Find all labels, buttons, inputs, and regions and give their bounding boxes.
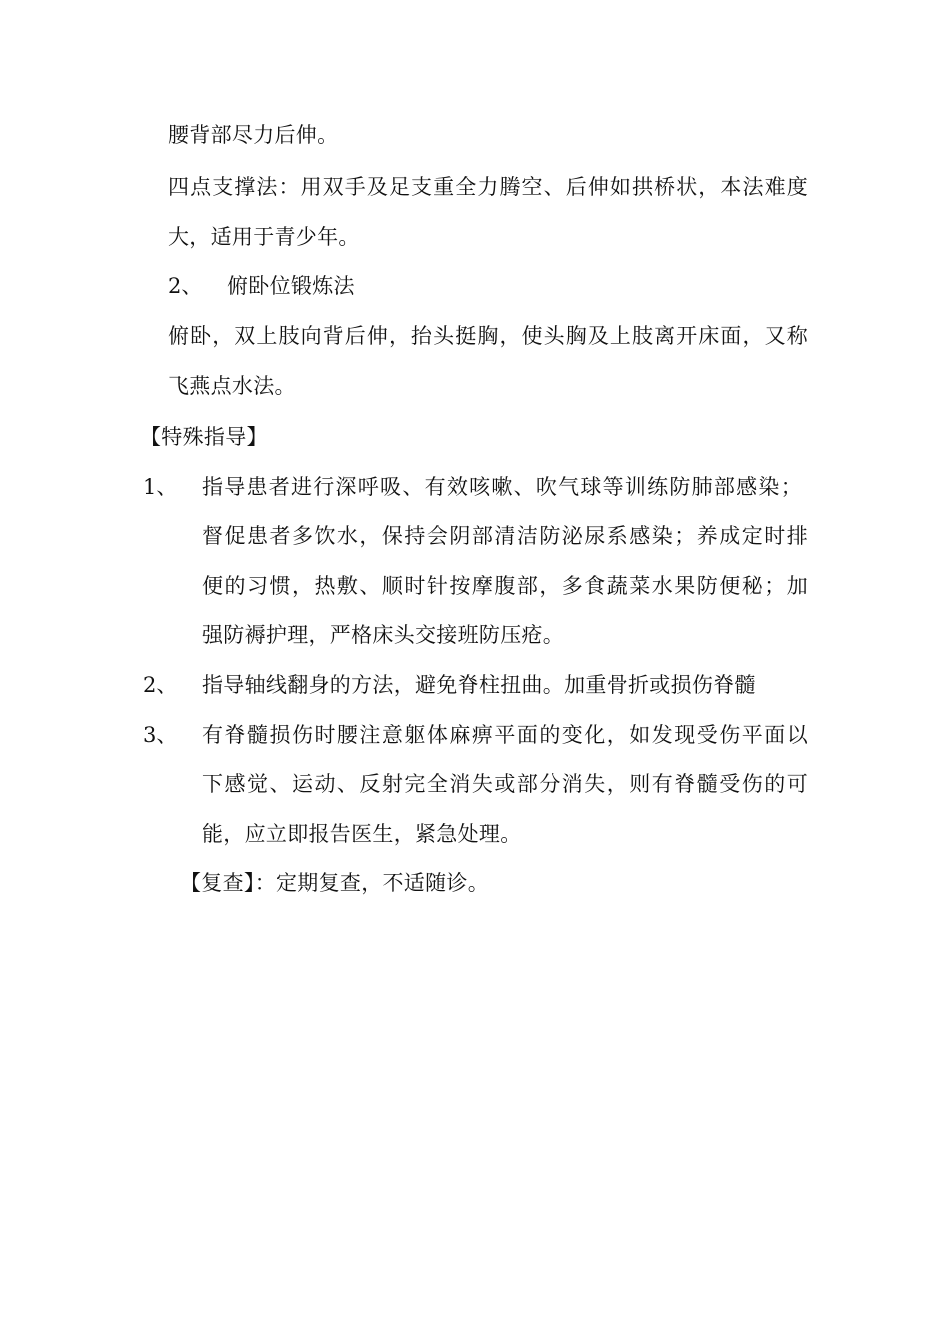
- review-heading: 【复查】: [180, 871, 255, 895]
- method2-title: 俯卧位锻炼法: [227, 274, 355, 298]
- guidance-item-1-line-4: 强防褥护理，严格床头交接班防压疮。: [202, 623, 565, 647]
- guidance-item-3-line-1: 有脊髓损伤时腰注意躯体麻痹平面的变化，如发现受伤平面以: [202, 723, 808, 747]
- special-guidance-heading: 【特殊指导】: [140, 425, 268, 449]
- review-text: ：定期复查，不适随诊。: [254, 871, 490, 895]
- guidance-item-3-number: 3、: [143, 723, 178, 747]
- guidance-item-2-line-1: 指导轴线翻身的方法，避免脊柱扭曲。加重骨折或损伤脊髓: [202, 673, 756, 697]
- intro-tail-text: 腰背部尽力后伸。: [168, 123, 339, 147]
- method2-line-1: 俯卧，双上肢向背后伸，抬头挺胸，使头胸及上肢离开床面，又称: [168, 324, 808, 348]
- review-line: [180, 868, 489, 898]
- guidance-item-3-line-3: 能，应立即报告医生，紧急处理。: [202, 822, 522, 846]
- guidance-item-3-line-2: 下感觉、运动、反射完全消失或部分消失，则有脊髓受伤的可: [202, 772, 808, 796]
- guidance-item-1-line-2: 督促患者多饮水，保持会阴部清洁防泌尿系感染；养成定时排: [202, 524, 808, 548]
- method2-number: 2、: [168, 274, 203, 298]
- four-point-line-2: 大，适用于青少年。: [168, 225, 360, 249]
- guidance-item-1-line-1: 指导患者进行深呼吸、有效咳嗽、吹气球等训练防肺部感染；: [202, 475, 802, 499]
- method2-line-2: 飞燕点水法。: [168, 374, 296, 398]
- guidance-item-1-line-3: 便的习惯，热敷、顺时针按摩腹部，多食蔬菜水果防便秘；加: [202, 574, 808, 598]
- guidance-item-2-number: 2、: [143, 673, 178, 697]
- guidance-item-1-number: 1、: [143, 475, 178, 499]
- four-point-line-1: 四点支撑法：用双手及足支重全力腾空、后伸如拱桥状，本法难度: [168, 175, 808, 199]
